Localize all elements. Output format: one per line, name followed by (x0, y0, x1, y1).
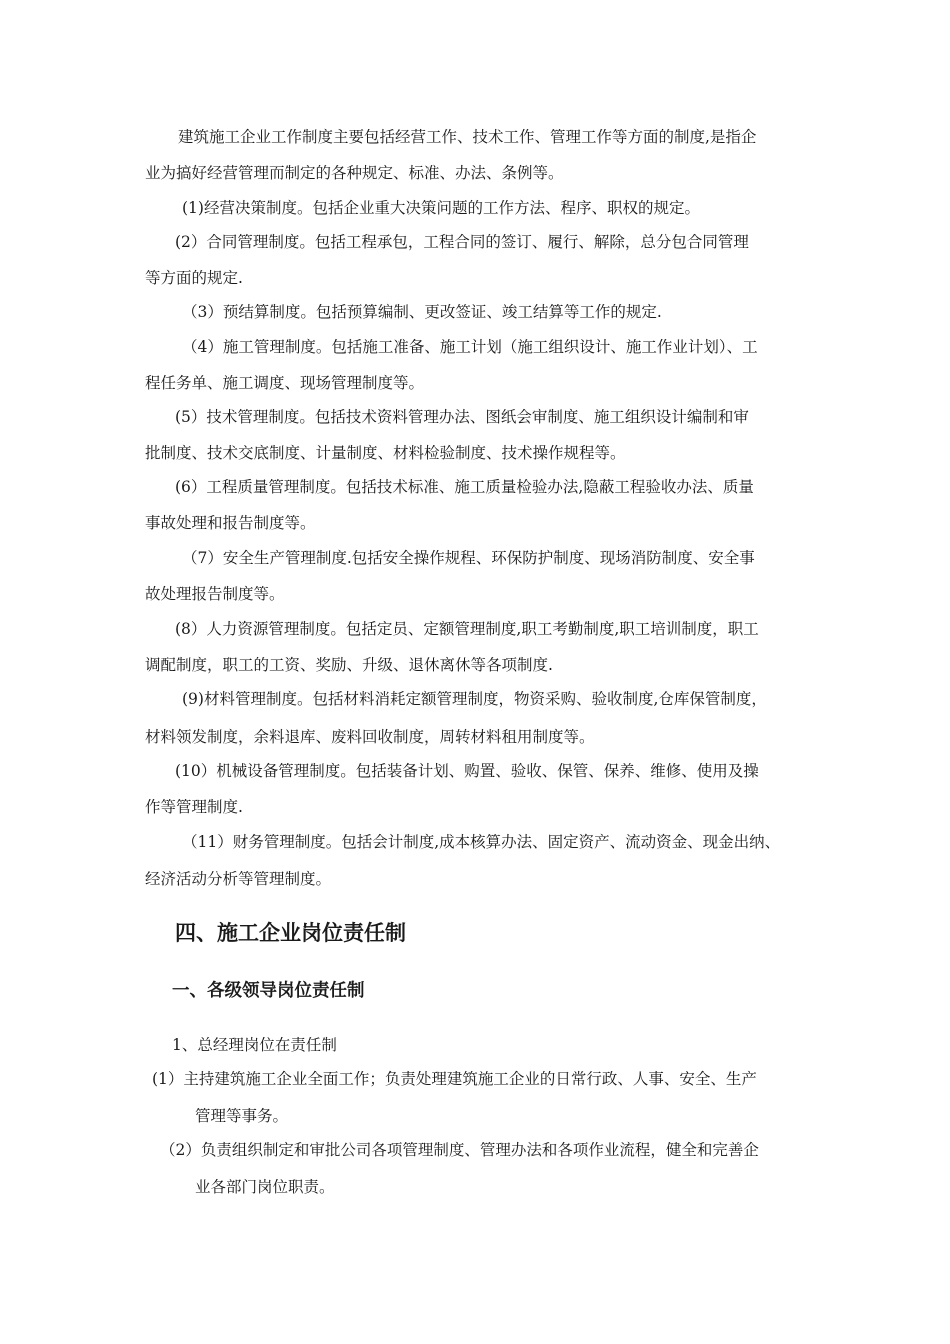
list-item-continuation: 经济活动分析等管理制度。 (145, 870, 332, 888)
duty-item: （2）负责组织制定和审批公司各项管理制度、管理办法和各项作业流程，健全和完善企 (160, 1141, 759, 1159)
list-item: (6）工程质量管理制度。包括技术标准、施工质量检验办法,隐蔽工程验收办法、质量 (175, 478, 754, 496)
list-item-continuation: 事故处理和报告制度等。 (145, 514, 316, 532)
list-item: (8）人力资源管理制度。包括定员、定额管理制度,职工考勤制度,职工培训制度，职工 (175, 620, 759, 638)
list-item-continuation: 材料领发制度，余料退库、废料回收制度，周转材料租用制度等。 (145, 728, 595, 746)
duty-item-continuation: 管理等事务。 (195, 1107, 289, 1125)
list-item: (2）合同管理制度。包括工程承包，工程合同的签订、履行、解除，总分包合同管理 (175, 233, 749, 251)
list-item-continuation: 调配制度，职工的工资、奖励、升级、退休离休等各项制度. (145, 656, 553, 674)
list-item-continuation: 程任务单、施工调度、现场管理制度等。 (145, 374, 425, 392)
list-item: (5）技术管理制度。包括技术资料管理办法、图纸会审制度、施工组织设计编制和审 (175, 408, 749, 426)
duty-item: (1）主持建筑施工企业全面工作；负责处理建筑施工企业的日常行政、人事、安全、生产 (152, 1070, 757, 1088)
list-item: （11）财务管理制度。包括会计制度,成本核算办法、固定资产、流动资金、现金出纳、 (182, 833, 781, 851)
duty-item-continuation: 业各部门岗位职责。 (195, 1178, 335, 1196)
section-heading: 四、施工企业岗位责任制 (175, 920, 406, 945)
list-item: （3）预结算制度。包括预算编制、更改签证、竣工结算等工作的规定. (182, 303, 662, 321)
list-item-continuation: 等方面的规定. (145, 269, 243, 287)
sub-item-title: 1、总经理岗位在责任制 (172, 1036, 337, 1054)
intro-line: 建筑施工企业工作制度主要包括经营工作、技术工作、管理工作等方面的制度,是指企 (178, 128, 757, 146)
list-item: (1)经营决策制度。包括企业重大决策问题的工作方法、程序、职权的规定。 (182, 199, 700, 217)
subsection-heading: 一、各级领导岗位责任制 (172, 981, 365, 1001)
list-item-continuation: 作等管理制度. (145, 798, 243, 816)
list-item: （4）施工管理制度。包括施工准备、施工计划（施工组织设计、施工作业计划）、工 (182, 338, 758, 356)
list-item: （7）安全生产管理制度.包括安全操作规程、环保防护制度、现场消防制度、安全事 (182, 549, 755, 567)
list-item: (9)材料管理制度。包括材料消耗定额管理制度，物资采购、验收制度,仓库保管制度， (182, 690, 767, 708)
list-item: (10）机械设备管理制度。包括装备计划、购置、验收、保管、保养、维修、使用及操 (175, 762, 759, 780)
list-item-continuation: 故处理报告制度等。 (145, 585, 285, 603)
intro-line: 业为搞好经营管理而制定的各种规定、标准、办法、条例等。 (145, 164, 564, 182)
list-item-continuation: 批制度、技术交底制度、计量制度、材料检验制度、技术操作规程等。 (145, 444, 626, 462)
